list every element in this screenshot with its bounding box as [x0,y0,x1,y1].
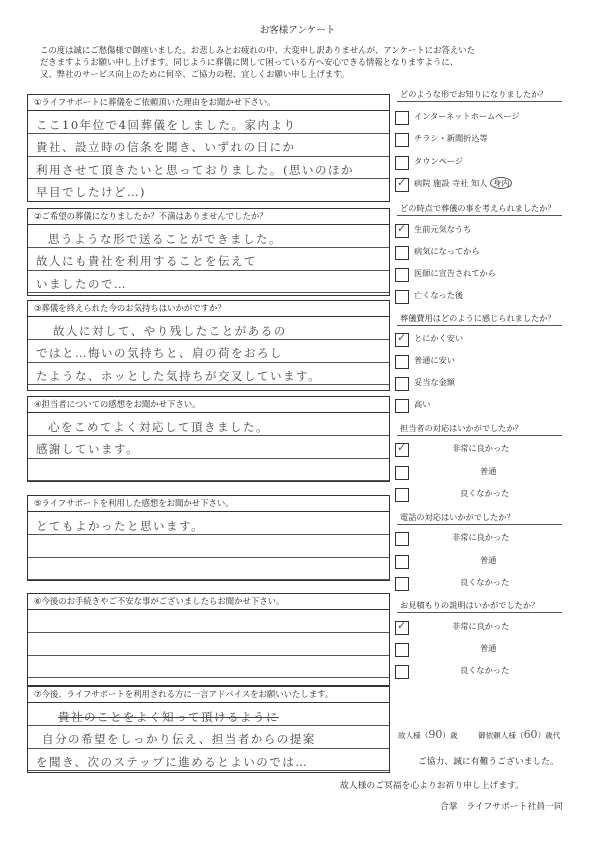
question-1-box [27,94,390,202]
checkbox-expensive[interactable] [395,399,409,413]
intro-text [40,44,560,80]
checkbox-while-healthy[interactable] [395,224,409,238]
intro-line: この度は誠にご愁傷様で御座いました。お悲しみとお疲れの中、大変申し訳ありませんが、アンケートにお答えいた [40,45,475,55]
option-label: 普通 [480,466,497,476]
question-3-label: ③葬儀を終えられた今のお気持ちはいかがですか？ [28,301,389,317]
checkbox-very-cheap[interactable] [395,333,409,347]
question-3-box [27,300,390,391]
question-6-label: ⑥今後のお手続きやご不安な事がございましたらお聞かせ下さい。 [28,594,389,610]
check-mark: ✓ [397,619,407,632]
question-1-label: ①ライフサポートに葬儀をご依頼頂いた理由をお聞かせ下さい。 [28,95,389,111]
question-2-label: ②ご希望の葬儀になりましたか？不満はありませんでしたか？ [28,209,389,225]
intro-line: だきますようお願い申し上げます。同じように葬儀に関して困っている方へ安心できる情報となりますように、 [40,57,459,67]
checkbox-estimate-very-good[interactable] [395,621,409,635]
requester-age-value: 60 [523,728,538,741]
check-mark: ✓ [397,441,407,454]
checkbox-estimate-not-good[interactable] [395,665,409,679]
checkbox-staff-normal[interactable] [395,466,409,480]
right-q6-label: お見積もりの説明はいかがでしたか？ [400,600,540,610]
answer-3-line: ではと…悔いの気持ちと、肩の荷をおろし [36,346,283,360]
right-q2-label: どの時点で葬儀の事を考えられましたか？ [400,203,556,213]
condolence-text: 故人様のご冥福を心よりお祈り申し上げます。 [340,781,525,791]
option-referral: 病院 施設 寺社 知人 身内 [414,178,512,189]
answer-1-line: 早目でしたけど…) [36,185,146,199]
option-label: 良くなかった [460,488,510,498]
option-label: 非常に良かった [452,621,510,631]
checkbox-phone-not-good[interactable] [395,577,409,591]
answer-7-line: 貴社のことをよく知って頂けるように [58,710,279,724]
answer-2-line: いましたので… [36,277,127,291]
option-label: 普通 [480,555,497,565]
checkbox-referral[interactable] [395,178,409,192]
question-7-label: ⑦今後、ライフサポートを利用される方に一言アドバイスをお願いいたします。 [28,687,389,703]
checkbox-after-illness[interactable] [395,246,409,260]
answer-4-line: 感謝しています。 [36,442,140,456]
answer-1-line: ここ10年位で4回葬儀をしました。家内より [36,118,297,132]
option-label: チラシ・新聞折込等 [414,133,488,143]
option-label: 高い [414,399,431,409]
option-label: 生前元気なうち [414,224,472,234]
checkbox-staff-very-good[interactable] [395,443,409,457]
right-q3-label: 葬儀費用はどのように感じられましたか？ [400,313,556,323]
survey-title: お客様アンケート [259,25,336,36]
checkbox-reasonable[interactable] [395,377,409,391]
option-label: 亡くなった後 [414,290,464,300]
option-label: とにかく安い [414,333,464,343]
answer-7-line: 自分の希望をしっかり伝え、担当者からの提案 [42,732,316,746]
question-7-box [27,686,390,773]
checkbox-estimate-normal[interactable] [395,643,409,657]
option-label: 非常に良かった [452,443,510,453]
answer-1-line: 貴社、設立時の信条を聞き、いずれの日にか [36,140,296,154]
option-label: 非常に良かった [452,532,510,542]
question-5-label: ⑤ライフサポートを利用した感想をお聞かせ下さい。 [28,496,389,512]
requester-age-field[interactable]: 御依頼人様（60）歳代 [478,728,561,741]
answer-3-line: 故人に対して、やり残したことがあるの [53,324,287,338]
thanks-text: ご協力、誠に有難うございました。 [418,757,559,767]
answer-2-line: 思うような形で送ることができました。 [48,232,282,246]
option-label: 良くなかった [460,577,510,587]
checkbox-flyer[interactable] [395,133,409,147]
checkbox-staff-not-good[interactable] [395,488,409,502]
question-4-box [27,396,390,482]
answer-4-line: 心をこめてよく対応して頂きました。 [48,420,269,434]
option-label: インターネットホームページ [414,111,520,121]
checkbox-after-diagnosis[interactable] [395,268,409,282]
right-q1-label: どのような形でお知りになりましたか？ [400,89,548,99]
check-mark: ✓ [397,222,407,235]
right-q5-label: 電話の対応はいかがでしたか？ [400,512,515,522]
answer-3-line: たような、ホッとした気持ちが交叉しています。 [36,369,322,383]
question-5-box [27,495,390,581]
answer-1-line: 利用させて頂きたいと思っておりました。(思いのほか [36,163,354,177]
question-2-box [27,208,390,296]
deceased-age-value: 90 [428,728,443,741]
checkbox-after-death[interactable] [395,290,409,304]
deceased-age-field[interactable]: 故人様（90）歳 [398,728,458,741]
answer-7-line: を聞き、次のステップに進めるとよいのでは… [36,755,309,769]
option-label: 医師に宣告されてから [414,268,496,278]
intro-line: 又、弊社のサービス向上のために何卒、ご協力の程、宜しくお願い申し上げます。 [40,69,350,79]
right-q4-label: 担当者の対応はいかがでしたか？ [400,423,523,433]
option-label: 病気になってから [414,246,480,256]
check-mark: ✓ [397,176,407,189]
answer-2-line: 故人にも貴社を利用することを伝えて [36,254,257,268]
option-label: 普通に安い [414,355,455,365]
checkbox-phone-normal[interactable] [395,555,409,569]
signature-text: 合掌 ライフサポート社員一同 [440,802,563,812]
question-4-label: ④担当者についての感想をお聞かせ下さい。 [28,397,389,413]
checkbox-cheap[interactable] [395,355,409,369]
checkbox-phone-very-good[interactable] [395,532,409,546]
option-label: 妥当な金額 [414,377,455,387]
check-mark: ✓ [397,331,407,344]
answer-5-line: とてもよかったと思います。 [36,519,205,533]
option-label: 良くなかった [460,665,510,675]
option-label: 普通 [480,643,497,653]
checkbox-townpage[interactable] [395,156,409,170]
checkbox-internet[interactable] [395,111,409,125]
circled-option: 身内 [490,177,512,189]
option-label: タウンページ [414,156,463,166]
question-6-box [27,593,390,686]
